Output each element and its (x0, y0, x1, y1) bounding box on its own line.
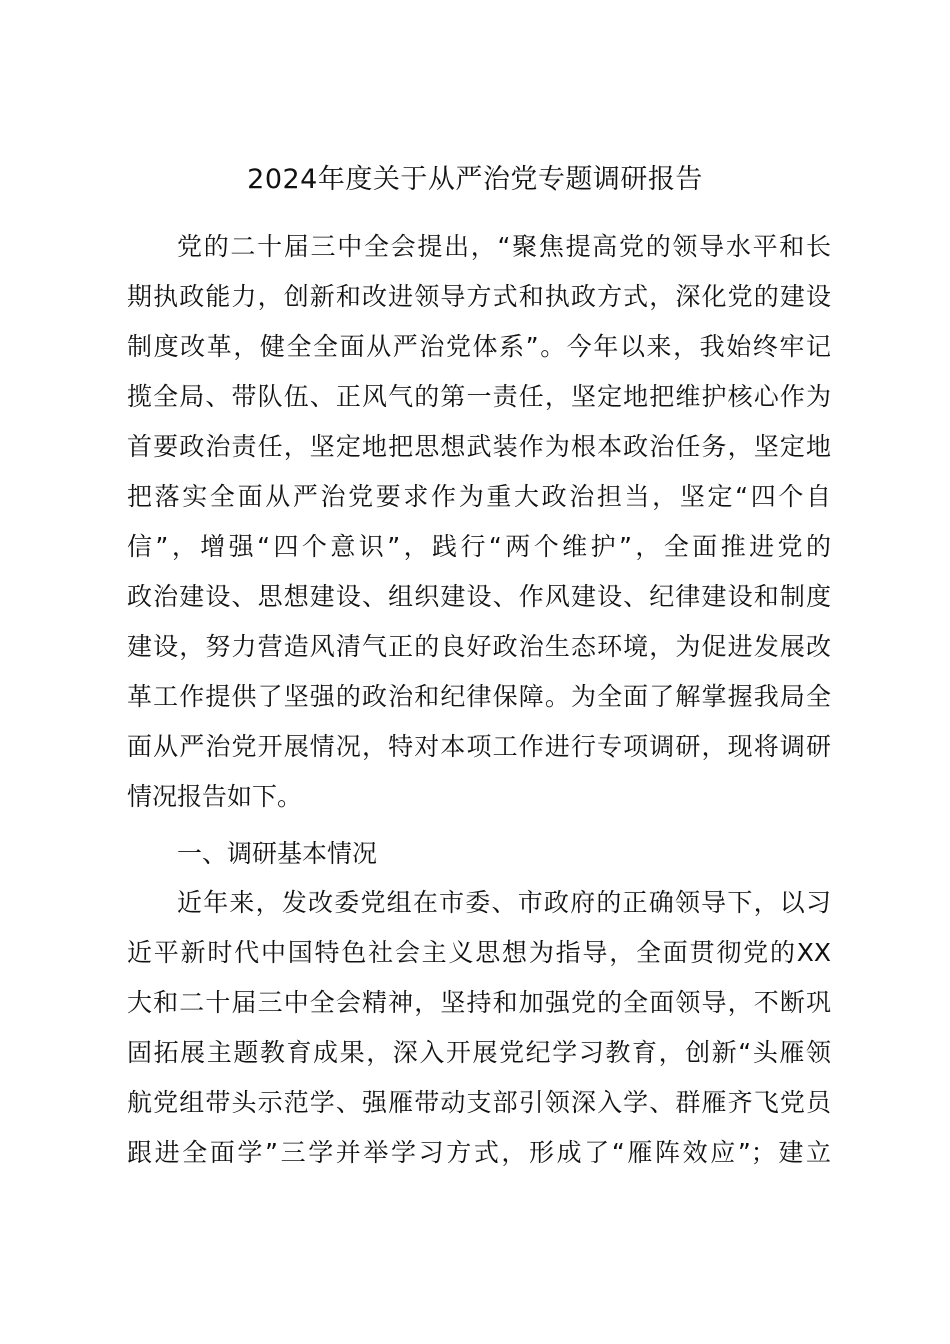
document-title: 2024年度关于从严治党专题调研报告 (247, 164, 703, 195)
paragraph-line: 情况报告如下。 (127, 782, 303, 811)
paragraph-line: 信”，增强“四个意识”，践行“两个维护”，全面推进党的 (127, 532, 831, 561)
paragraph-line: 航党组带头示范学、强雁带动支部引领深入学、群雁齐飞党员 (127, 1088, 831, 1117)
paragraph-line: 首要政治责任，坚定地把思想武装作为根本政治任务，坚定地 (127, 432, 831, 461)
section-heading: 一、调研基本情况 (177, 839, 378, 868)
paragraph-line: 近平新时代中国特色社会主义思想为指导，全面贯彻党的XX (127, 938, 831, 967)
paragraph-line: 制度改革，健全全面从严治党体系”。今年以来，我始终牢记 (127, 332, 831, 361)
paragraph-line: 革工作提供了坚强的政治和纪律保障。为全面了解掌握我局全 (127, 682, 831, 711)
paragraph-line: 党的二十届三中全会提出，“聚焦提高党的领导水平和长 (177, 232, 831, 261)
paragraph-line: 跟进全面学”三学并举学习方式，形成了“雁阵效应”；建立 (127, 1138, 831, 1167)
paragraph-line: 建设，努力营造风清气正的良好政治生态环境，为促进发展改 (127, 632, 831, 661)
paragraph-line: 近年来，发改委党组在市委、市政府的正确领导下，以习 (177, 888, 831, 917)
paragraph-line: 政治建设、思想建设、组织建设、作风建设、纪律建设和制度 (127, 582, 831, 611)
paragraph-line: 把落实全面从严治党要求作为重大政治担当，坚定“四个自 (127, 482, 831, 511)
paragraph-line: 期执政能力，创新和改进领导方式和执政方式，深化党的建设 (127, 282, 831, 311)
paragraph-line: 揽全局、带队伍、正风气的第一责任，坚定地把维护核心作为 (127, 382, 831, 411)
paragraph-line: 固拓展主题教育成果，深入开展党纪学习教育，创新“头雁领 (127, 1038, 831, 1067)
paragraph-line: 大和二十届三中全会精神，坚持和加强党的全面领导，不断巩 (127, 988, 831, 1017)
paragraph-line: 面从严治党开展情况，特对本项工作进行专项调研，现将调研 (127, 732, 831, 761)
